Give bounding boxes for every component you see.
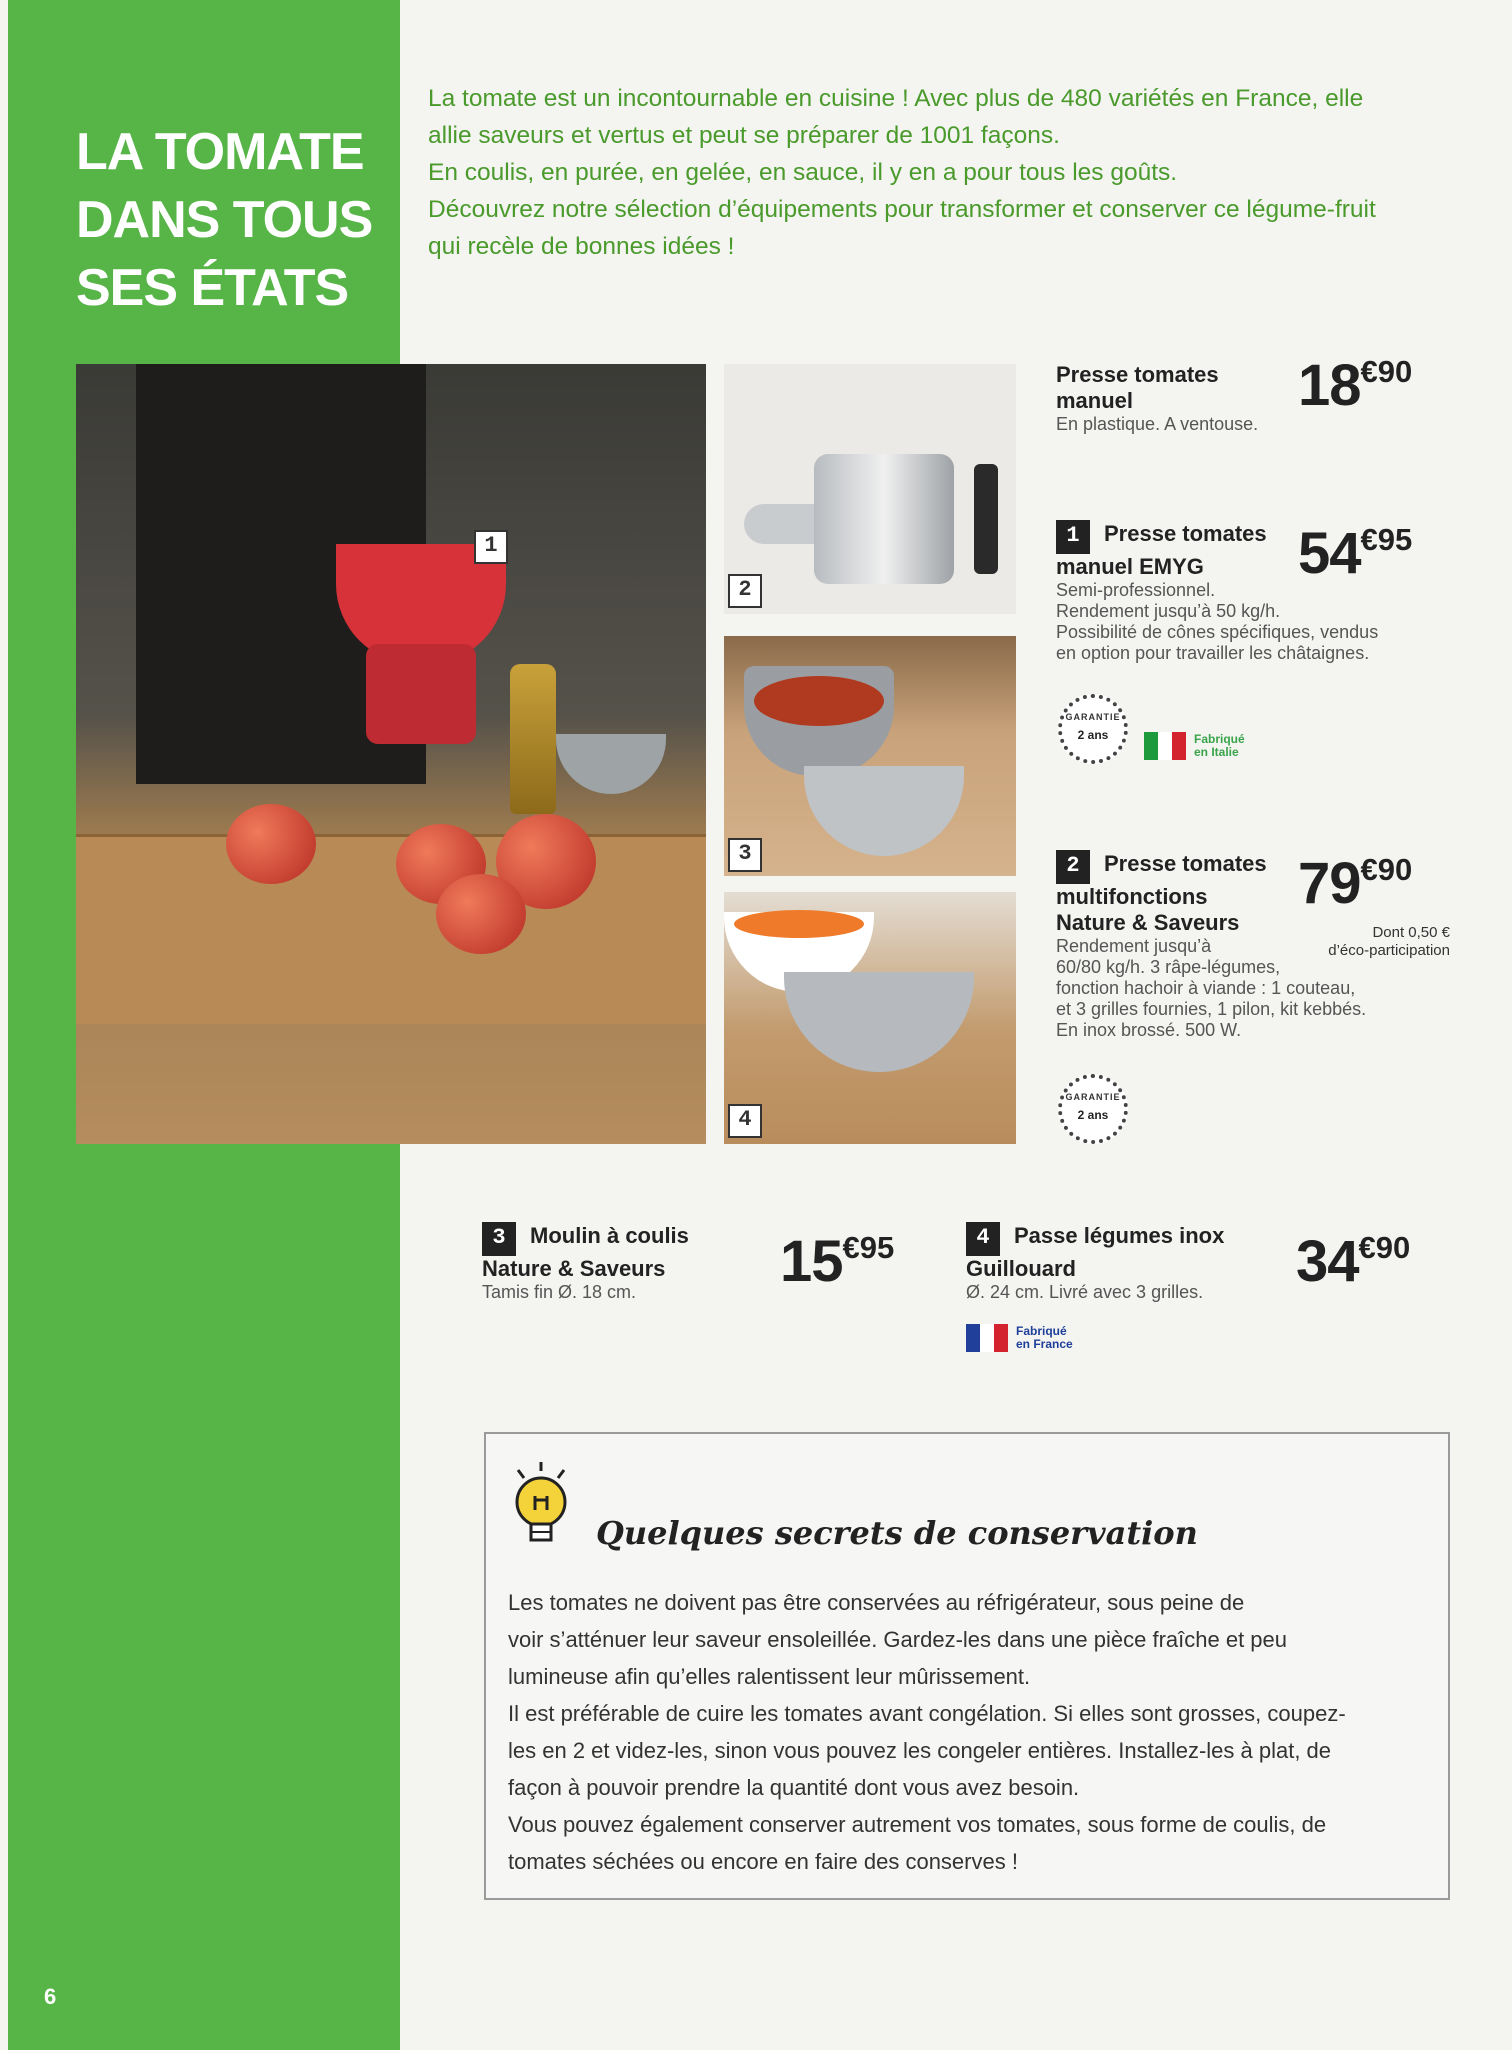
pusher-accessory <box>974 464 998 574</box>
product-desc-line: En inox brossé. 500 W. <box>1056 1020 1242 1040</box>
price-decimal: €95 <box>1360 522 1413 557</box>
main-kitchen-photo <box>76 364 706 1144</box>
price-decimal: €95 <box>842 1230 895 1265</box>
product-desc: Tamis fin Ø. 18 cm. <box>482 1282 637 1302</box>
tips-line: lumineuse afin qu’elles ralentissent leur mûrissement. <box>508 1664 1031 1689</box>
eco-line2: d’éco-participation <box>1328 942 1450 959</box>
france-flag-icon <box>966 1324 1008 1352</box>
photo-number-4: 4 <box>728 1104 762 1138</box>
product-presse-manuel <box>1056 362 1296 435</box>
price-decimal: €90 <box>1360 852 1413 887</box>
photo-number-2: 2 <box>728 574 762 608</box>
tips-line: façon à pouvoir prendre la quantité dont vous avez besoin. <box>508 1775 1080 1800</box>
product-name-line1: Presse tomates <box>1056 362 1219 387</box>
flag-label <box>1016 1325 1073 1351</box>
tips-line: Vous pouvez également conserver autrement vos tomates, sous forme de coulis, de <box>508 1812 1327 1837</box>
flag-label-line2: en Italie <box>1194 745 1239 759</box>
garantie-badge-emyg <box>1058 694 1128 764</box>
tips-body <box>508 1584 1428 1880</box>
product-desc-line: Semi-professionnel. <box>1056 580 1216 600</box>
tips-line: les en 2 et videz-les, sinon vous pouvez les congeler entières. Installez-les à plat, de <box>508 1738 1332 1763</box>
product-name-line2: manuel <box>1056 388 1134 413</box>
product-name-line2: Nature & Saveurs <box>482 1256 666 1281</box>
lightbulb-icon <box>508 1462 574 1550</box>
italy-flag-icon <box>1144 732 1186 760</box>
product-desc-line: fonction hachoir à viande : 1 couteau, <box>1056 978 1356 998</box>
price-decimal: €90 <box>1360 354 1413 389</box>
price-integer: 34 <box>1296 1229 1359 1294</box>
photo-number-3: 3 <box>728 838 762 872</box>
product-moulin-coulis <box>482 1222 782 1303</box>
flag-label-line2: en France <box>1016 1337 1073 1351</box>
tomato-sauce <box>754 676 884 726</box>
price-decimal: €90 <box>1358 1230 1411 1265</box>
product-number-badge: 2 <box>1056 850 1090 884</box>
price-integer: 18 <box>1298 353 1361 418</box>
product-number-badge: 4 <box>966 1222 1000 1256</box>
price-multifonctions <box>1298 850 1412 917</box>
tomato <box>436 874 526 954</box>
product-name-line1 <box>482 1222 782 1256</box>
garantie-value: 2 ans <box>1077 1108 1109 1122</box>
tomato-press-body <box>366 644 476 744</box>
product-name-line2: Guillouard <box>966 1256 1076 1281</box>
flag-france <box>966 1324 1073 1352</box>
food-mill <box>804 766 964 856</box>
flag-label-line1: Fabriqué <box>1194 732 1245 746</box>
headline-line-2: DANS TOUS <box>76 191 373 249</box>
eco-line1: Dont 0,50 € <box>1372 924 1450 941</box>
vegetable-mill <box>784 972 974 1072</box>
price-integer: 79 <box>1298 851 1361 916</box>
product-number-badge: 3 <box>482 1222 516 1256</box>
product-name-line2: multifonctions <box>1056 884 1208 909</box>
puree <box>734 910 864 938</box>
intro-line-1: La tomate est un incontournable en cuisine ! Avec plus de 480 variétés en France, elle <box>428 85 1364 112</box>
tips-line: Il est préférable de cuire les tomates avant congélation. Si elles sont grosses, coupez- <box>508 1701 1346 1726</box>
headline-line-1: LA TOMATE <box>76 123 364 181</box>
flag-label-line1: Fabriqué <box>1016 1324 1067 1338</box>
product-name-text: Passe légumes inox <box>1014 1223 1225 1248</box>
flag-italy <box>1144 732 1245 760</box>
price-moulin <box>780 1228 894 1295</box>
price-presse-manuel <box>1298 352 1412 419</box>
photo-multifunction-press <box>724 364 1016 614</box>
tips-line: voir s’atténuer leur saveur ensoleillée. Gardez-les dans une pièce fraîche et peu <box>508 1627 1288 1652</box>
page-headline <box>76 118 396 322</box>
photo-passe-legumes <box>724 892 1016 1144</box>
product-name-text: Presse tomates <box>1104 521 1267 546</box>
product-desc-line: en option pour travailler les châtaignes. <box>1056 643 1370 663</box>
product-desc-line: Rendement jusqu’à <box>1056 936 1212 956</box>
intro-line-5: qui recèle de bonnes idées ! <box>428 233 735 260</box>
price-integer: 15 <box>780 1229 843 1294</box>
price-emyg <box>1298 520 1412 587</box>
conservation-tips-box <box>484 1432 1450 1900</box>
product-name-text: Presse tomates <box>1104 851 1267 876</box>
tomato <box>226 804 316 884</box>
flag-label <box>1194 733 1245 759</box>
tips-line: tomates séchées ou encore en faire des conserves ! <box>508 1849 1018 1874</box>
product-name-line2: manuel EMYG <box>1056 554 1204 579</box>
product-passe-legumes <box>966 1222 1286 1303</box>
product-name-text: Moulin à coulis <box>530 1223 689 1248</box>
intro-paragraph <box>428 80 1458 265</box>
product-desc-line: Rendement jusqu’à 50 kg/h. <box>1056 601 1281 621</box>
product-number-badge: 1 <box>1056 520 1090 554</box>
garantie-label: GARANTIE <box>1065 1092 1121 1102</box>
intro-line-4: Découvrez notre sélection d’équipements pour transformer et conserver ce légume-fruit <box>428 196 1376 223</box>
tips-line: Les tomates ne doivent pas être conservées au réfrigérateur, sous peine de <box>508 1590 1245 1615</box>
product-desc-line: Possibilité de cônes spécifiques, vendus <box>1056 622 1379 642</box>
photo-number-1: 1 <box>474 530 508 564</box>
headline-line-3: SES ÉTATS <box>76 259 349 317</box>
product-desc-line: 60/80 kg/h. 3 râpe-légumes, <box>1056 957 1281 977</box>
eco-participation <box>1270 924 1450 960</box>
product-name-line3: Nature & Saveurs <box>1056 910 1240 935</box>
oil-bottle <box>510 664 556 814</box>
product-desc: Ø. 24 cm. Livré avec 3 grilles. <box>966 1282 1204 1302</box>
electric-press-body <box>814 454 954 584</box>
garantie-label: GARANTIE <box>1065 712 1121 722</box>
intro-line-2: allie saveurs et vertus et peut se préparer de 1001 façons. <box>428 122 1060 149</box>
photo-moulin-coulis <box>724 636 1016 876</box>
product-name-line1 <box>966 1222 1286 1256</box>
garantie-value: 2 ans <box>1077 728 1109 742</box>
price-passe-legumes <box>1296 1228 1410 1295</box>
product-desc-line: et 3 grilles fournies, 1 pilon, kit kebbés. <box>1056 999 1367 1019</box>
cutting-board <box>76 834 706 1024</box>
garantie-badge-multifonctions <box>1058 1074 1128 1144</box>
page-number: 6 <box>44 1984 57 2009</box>
product-desc: En plastique. A ventouse. <box>1056 414 1259 434</box>
tips-title: Quelques secrets de conservation <box>596 1514 1198 1552</box>
price-integer: 54 <box>1298 521 1361 586</box>
metal-bowl <box>556 734 666 794</box>
intro-line-3: En coulis, en purée, en gelée, en sauce, il y en a pour tous les goûts. <box>428 159 1178 186</box>
